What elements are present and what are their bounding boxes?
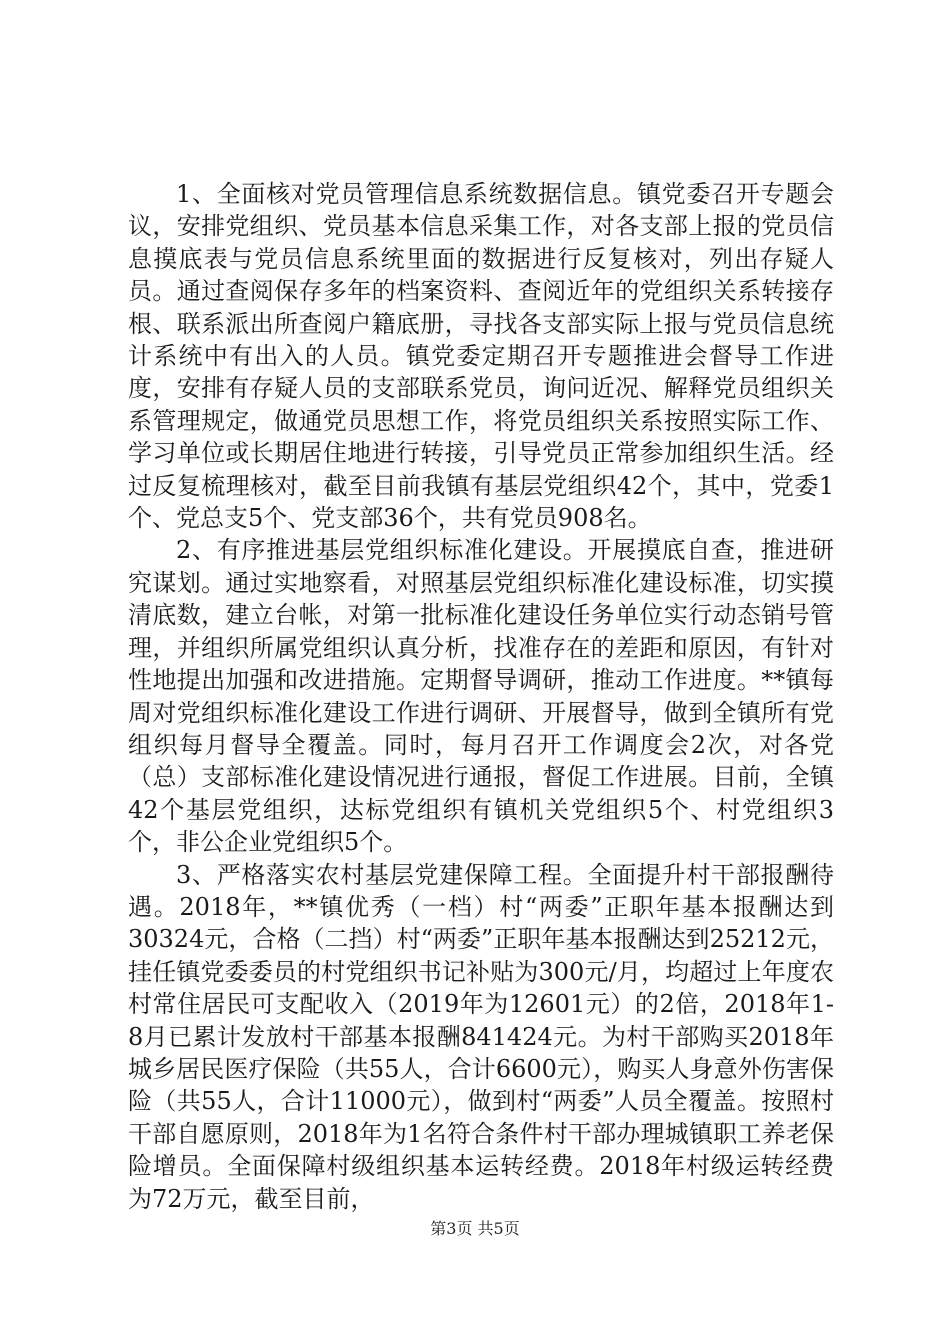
- page-number-footer: 第3页 共5页: [430, 1219, 520, 1238]
- paragraph-3: 3、严格落实农村基层党建保障工程。全面提升村干部报酬待遇。2018年，**镇优秀（一档）村“两委”正职年基本报酬达到30324元，合格（二挡）村“两委”正职年基本报酬达到25212元，挂任镇党委委员的村党组织书记补贴为300元/月，均超过上年度农村常住居民可支配收入（2019年为12601元）的2倍，2018年1-8月已累计发放村干部基本报酬841424元。为村干部购买2018年城乡居民医疗保险（共55人，合计6600元），购买人身意外伤害保险（共55人，合计11000元），做到村“两委”人员全覆盖。按照村干部自愿原则，2018年为1名符合条件村干部办理城镇职工养老保险增员。全面保障村级组织基本运转经费。2018年村级运转经费为72万元，截至目前，: [128, 860, 834, 1213]
- paragraph-1: 1、全面核对党员管理信息系统数据信息。镇党委召开专题会议，安排党组织、党员基本信息采集工作，对各支部上报的党员信息摸底表与党员信息系统里面的数据进行反复核对，列出存疑人员。通过查阅保存多年的档案资料、查阅近年的党组织关系转接存根、联系派出所查阅户籍底册，寻找各支部实际上报与党员信息统计系统中有出入的人员。镇党委定期召开专题推进会督导工作进度，安排有存疑人员的支部联系党员，询问近况、解释党员组织关系管理规定，做通党员思想工作，将党员组织关系按照实际工作、学习单位或长期居住地进行转接，引导党员正常参加组织生活。经过反复梳理核对，截至目前我镇有基层党组织42个，其中，党委1个、党总支5个、党支部36个，共有党员908名。: [128, 180, 834, 533]
- document-body: [128, 178, 834, 1215]
- paragraph-2: 2、有序推进基层党组织标准化建设。开展摸底自查，推进研究谋划。通过实地察看，对照基层党组织标准化建设标准，切实摸清底数，建立台帐，对第一批标准化建设任务单位实行动态销号管理，并组织所属党组织认真分析，找准存在的差距和原因，有针对性地提出加强和改进措施。定期督导调研，推动工作进度。**镇每周对党组织标准化建设工作进行调研、开展督导，做到全镇所有党组织每月督导全覆盖。同时，每月召开工作调度会2次，对各党（总）支部标准化建设情况进行通报，督促工作进展。目前，全镇42个基层党组织，达标党组织有镇机关党组织5个、村党组织3个，非公企业党组织5个。: [128, 536, 834, 857]
